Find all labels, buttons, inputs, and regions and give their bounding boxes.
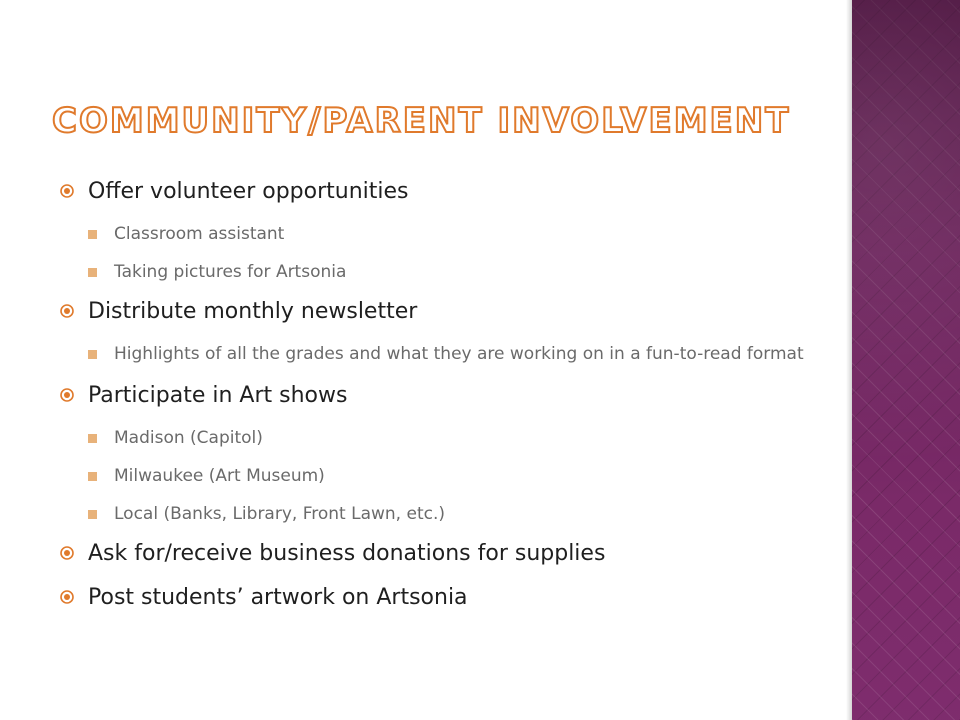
bullet-text: Ask for/receive business donations for supplies xyxy=(88,541,606,566)
sub-bullet-item xyxy=(60,222,820,246)
sub-bullet-item xyxy=(60,502,820,526)
target-bullet-icon xyxy=(60,304,74,318)
sub-bullet-text: Local (Banks, Library, Front Lawn, etc.) xyxy=(114,504,445,524)
square-bullet-icon xyxy=(88,268,97,277)
sub-bullet-text: Taking pictures for Artsonia xyxy=(114,262,347,282)
target-bullet-icon xyxy=(60,184,74,198)
sub-bullet-item xyxy=(60,464,820,488)
bullet-text: Post students’ artwork on Artsonia xyxy=(88,585,468,610)
target-bullet-icon xyxy=(60,388,74,402)
bullet-item xyxy=(60,584,820,612)
sub-bullet-item xyxy=(60,260,820,284)
sub-bullet-text: Classroom assistant xyxy=(114,224,285,244)
bullet-text: Participate in Art shows xyxy=(88,383,348,408)
slide-title: COMMUNITY/PARENT INVOLVEMENT xyxy=(52,101,791,141)
target-bullet-icon xyxy=(60,546,74,560)
sub-bullet-text: Highlights of all the grades and what they are working on in a fun-to-read format xyxy=(114,344,804,364)
bullet-item xyxy=(60,540,820,568)
sub-bullet-item xyxy=(60,342,820,366)
square-bullet-icon xyxy=(88,350,97,359)
sub-bullet-item xyxy=(60,426,820,450)
target-bullet-icon xyxy=(60,590,74,604)
bullet-list xyxy=(60,178,820,628)
bullet-item xyxy=(60,382,820,410)
square-bullet-icon xyxy=(88,472,97,481)
square-bullet-icon xyxy=(88,230,97,239)
square-bullet-icon xyxy=(88,434,97,443)
bullet-text: Distribute monthly newsletter xyxy=(88,299,418,324)
bullet-text: Offer volunteer opportunities xyxy=(88,179,409,204)
decorative-side-panel xyxy=(852,0,960,720)
bullet-item xyxy=(60,298,820,326)
bullet-item xyxy=(60,178,820,206)
square-bullet-icon xyxy=(88,510,97,519)
sub-bullet-text: Madison (Capitol) xyxy=(114,428,263,448)
sub-bullet-text: Milwaukee (Art Museum) xyxy=(114,466,325,486)
